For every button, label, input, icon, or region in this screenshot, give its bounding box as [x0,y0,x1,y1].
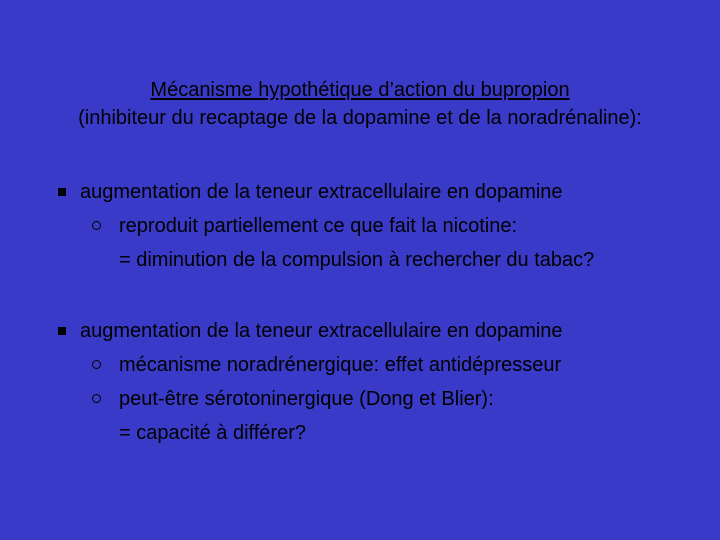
bullet-text: augmentation de la teneur extracellulaire en dopamine [80,320,563,342]
square-bullet-icon [58,327,66,335]
square-bullet-icon [58,188,66,196]
subitem-text: mécanisme noradrénergique: effet antidépresseur [119,354,562,376]
subitem-continuation: = diminution de la compulsion à rechercher du tabac? [119,249,595,271]
title-line-1: Mécanisme hypothétique d’action du bupropion [150,79,570,101]
subitem-text: peut-être sérotoninergique (Dong et Blier): [119,388,494,410]
circle-bullet-icon [92,360,101,369]
subitem-continuation: = capacité à différer? [119,422,306,444]
subitem-text: reproduit partiellement ce que fait la nicotine: [119,215,518,237]
slide-title [0,76,720,132]
bullet-text: augmentation de la teneur extracellulaire en dopamine [80,181,563,203]
title-line-2: (inhibiteur du recaptage de la dopamine et de la noradrénaline): [78,107,642,129]
circle-bullet-icon [92,221,101,230]
circle-bullet-icon [92,394,101,403]
